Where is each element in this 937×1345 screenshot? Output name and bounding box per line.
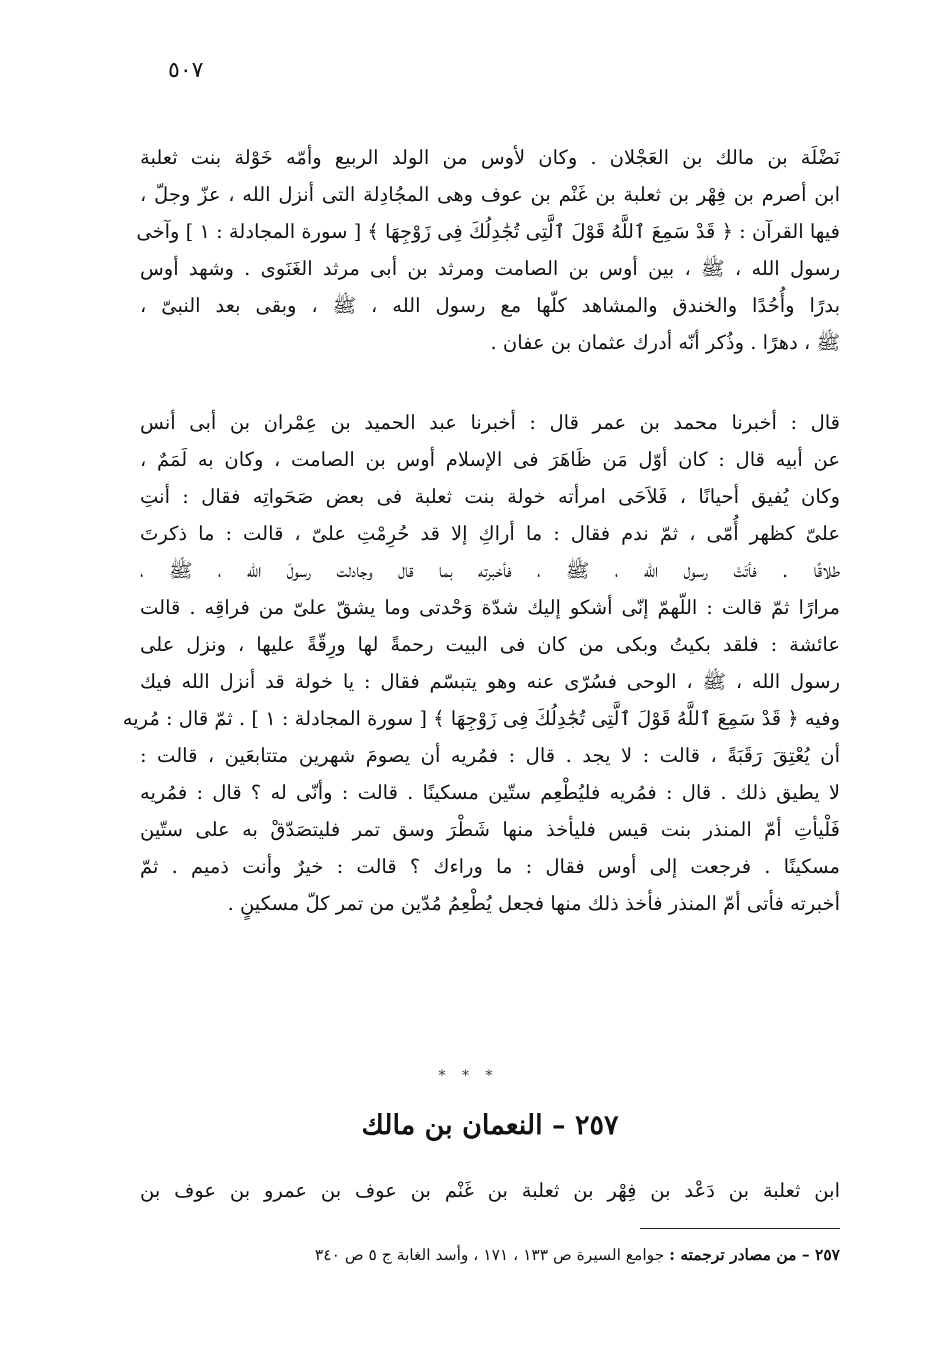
footnote-text: جوامع السيرة ص ١٣٣ ، ١٧١ ، وأسد الغابة ج ٥ ص ٣٤٠	[314, 1246, 665, 1264]
text-line: أخبرته فأتى أمّ المنذر فأخذ ذلك منها فجعل يُطْعِمُ مُدّين من تمر كلّ مسكينٍ .	[227, 892, 840, 915]
section-dash: –	[552, 1110, 566, 1141]
text-line: وكان يُفيق أحيانًا ، فَلاَحَى امرأته خولة بنت ثعلبة فى بعض صَحَواتِه فقال : أنتِ	[140, 485, 840, 508]
text-line: نَضْلَة بن مالك بن العَجْلان . وكان لأوس من الولد الربيع وأمّه خَوْلة بنت ثعلبة	[140, 146, 840, 169]
text-line: ابن ثعلبة بن دَعْد بن فِهْر بن ثعلبة بن غَنْم بن عوف بن عمرو بن عوف بن	[140, 1179, 840, 1202]
section-separator: * * *	[438, 1068, 499, 1084]
text-line: قال : أخبرنا محمد بن عمر قال : أخبرنا عبد الحميد بن عِمْران بن أبى أنس	[140, 411, 840, 434]
section-number: ٢٥٧	[574, 1110, 619, 1141]
text-line: مسكينًا . فرجعت إلى أوس فقال : ما وراءك ؟ قالت : خيرٌ وأنت ذميم . ثمّ	[140, 855, 840, 878]
section-heading	[140, 1106, 840, 1146]
page-number: ٥٠٧	[168, 58, 204, 83]
text-line: لا يطيق ذلك . قال : فمُريه فليُطْعِم ستّين مسكينًا . قالت : وأنّى له ؟ قال : فمُريه	[140, 781, 840, 804]
text-line: فَلْيأتِ أمّ المنذر بنت قيس فليأخذ منها شَطْرَ وسق تمر فليتصَدّقْ به على ستّين	[140, 818, 840, 841]
text-line: رسول الله ، ﷺ ، بين أوس بن الصامت ومرثد بن أبى مرثد الغَنَوى . وشهد أوس	[140, 257, 840, 280]
text-line: عائشة : فلقد بكيتُ وبكى من كان فى البيت رحمةً لها ورِقّةً عليها ، ونزل على	[140, 633, 840, 656]
footnote-divider	[640, 1228, 840, 1229]
text-line: فيها القرآن : ﴿ قَدْ سَمِعَ ٱللَّهُ قَوْلَ ٱلَّتِى تُجَٰدِلُكَ فِى زَوْجِهَا ﴾ [ سورة المجادلة : ١ ] وآخى	[136, 220, 840, 243]
text-line: مرارًا ثمّ قالت : اللّهمّ إنّى أشكو إليك شدّة وَحْدتى وما يشقّ علىّ من فراقِه . قالت	[140, 596, 840, 619]
text-line: علىّ كظهر أُمّى ، ثمّ ندم فقال : ما أراكِ إلا قد حُرِمْتِ علىّ ، قالت : ما ذكرتَ	[140, 522, 840, 545]
text-line: عن أبيه قال : كان أوّل مَن ظَاهَرَ فى الإسلام أوس بن الصامت ، وكان به لَمَمٌ ،	[140, 448, 840, 471]
paragraph-1	[136, 139, 840, 361]
text-line: بدرًا وأُحُدًا والخندق والمشاهد كلّها مع رسول الله ، ﷺ ، وبقى بعد النبىّ ،	[140, 294, 840, 317]
footnote-label: ٢٥٧ – من مصادر ترجمته :	[669, 1245, 840, 1264]
paragraph-3	[140, 1172, 840, 1209]
text-line: رسول الله ، ﷺ ، الوحى فسُرّى عنه وهو يتبسّم فقال : يا خولة قد أنزل الله فيك	[140, 670, 840, 693]
section-title: النعمان بن مالك	[361, 1110, 543, 1141]
footnote	[140, 1240, 840, 1270]
text-line: أن يُعْتِقَ رَقَبَةً ، قالت : لا يجد . قال : فمُريه أن يصومَ شهرين متتابعَين ، قالت :	[140, 744, 840, 767]
text-line: وفيه ﴿ قَدْ سَمِعَ ٱللَّهُ قَوْلَ ٱلَّتِى تُجَٰدِلُكَ فِى زَوْجِهَا ﴾ [ سورة المجادلة : ١ ] . ثمّ قال : مُريه	[122, 707, 840, 730]
text-line: طلاقًا . فأتَتْ رسول الله ، ﷺ ، فأخبرته بما قال وجادلت رسولَ الله ، ﷺ ،	[140, 559, 840, 582]
paragraph-2	[122, 404, 840, 922]
text-line: ابن أصرم بن فِهْر بن ثعلبة بن غَنْم بن عوف وهى المجُادِلة التى أنزل الله ، عزّ وجلّ ،	[140, 183, 840, 206]
text-line: ﷺ ، دهرًا . وذُكر أنّه أدرك عثمان بن عفان .	[490, 331, 840, 354]
